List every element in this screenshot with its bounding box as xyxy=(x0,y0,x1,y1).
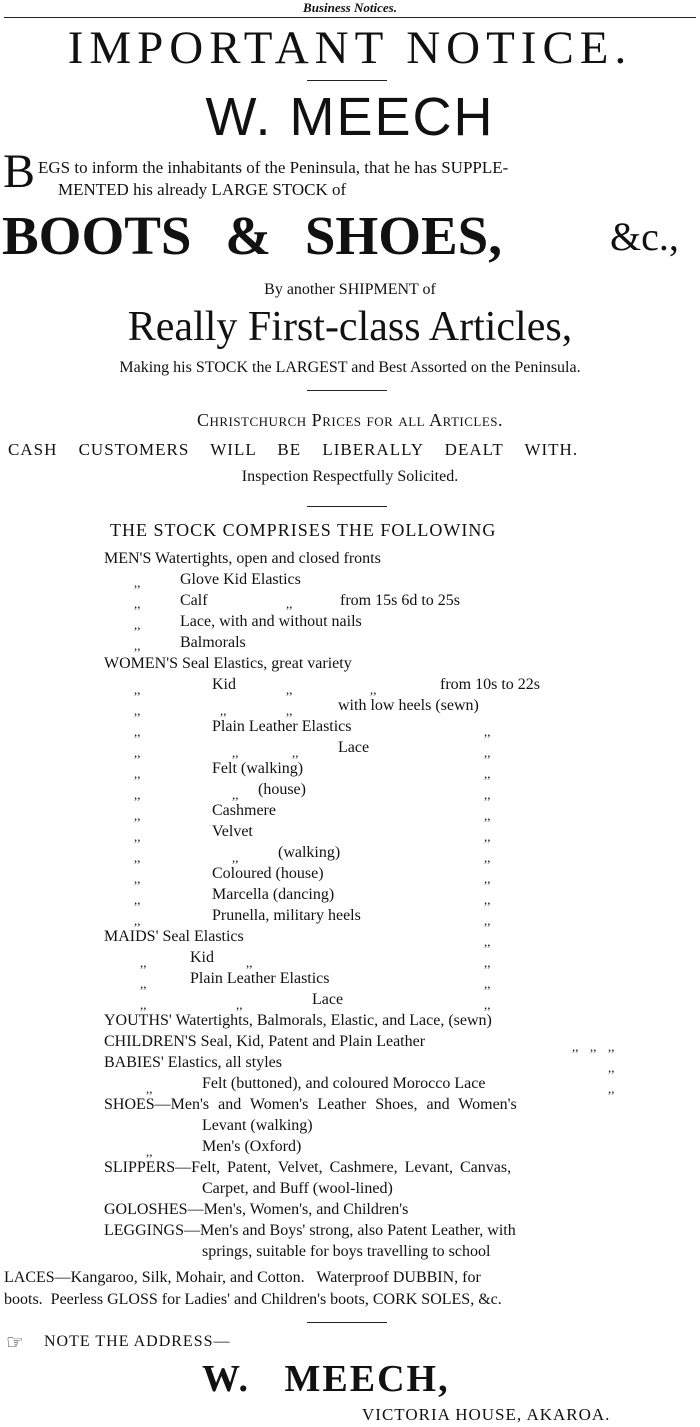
ditto-mark: ,, xyxy=(220,703,227,718)
boots-shoes-title: BOOTS & SHOES, xyxy=(2,205,503,266)
ditto-mark: ,, xyxy=(134,617,141,632)
stock-line: Carpet, and Buff (wool-lined) xyxy=(202,1180,393,1197)
stock-heading: THE STOCK COMPRISES THE FOLLOWING xyxy=(110,520,497,540)
stock-line: YOUTHS' Watertights, Balmorals, Elastic, and Lace, (sewn) xyxy=(104,1012,492,1029)
ditto-mark: ,, xyxy=(484,976,491,991)
stock-line: BABIES' Elastics, all styles xyxy=(104,1054,282,1071)
ditto-mark: ,, xyxy=(370,682,377,697)
note-address: NOTE THE ADDRESS— xyxy=(44,1333,231,1350)
ditto-mark: ,, xyxy=(608,1060,615,1075)
stock-line: Cashmere xyxy=(212,802,276,819)
ditto-mark: ,, xyxy=(134,871,141,886)
ditto-mark: ,, xyxy=(232,850,239,865)
stock-line: CHILDREN'S Seal, Kid, Patent and Plain Leather xyxy=(104,1033,426,1050)
pointing-hand-icon: ☞ xyxy=(6,1330,24,1354)
stock-line: Lace xyxy=(312,991,344,1008)
merchant-name: W. MEECH xyxy=(205,87,495,147)
ditto-mark: ,, xyxy=(484,871,491,886)
stock-line: Kid xyxy=(190,949,214,966)
ditto-mark: ,, xyxy=(232,787,239,802)
footer-merchant-name: W. MEECH, xyxy=(202,1358,450,1400)
rule-2 xyxy=(307,390,387,391)
stock-line: Levant (walking) xyxy=(202,1117,313,1134)
stock-line: MEN'S Watertights, open and closed fronts xyxy=(104,550,381,567)
ditto-mark: ,, xyxy=(484,787,491,802)
ditto-mark: ,, xyxy=(286,596,293,611)
ditto-mark: ,, xyxy=(484,766,491,781)
ditto-mark: ,, xyxy=(134,808,141,823)
ditto-mark: ,, xyxy=(146,1081,153,1096)
intro-line-1: EGS to inform the inhabitants of the Peninsula, that he has SUPPLE- xyxy=(38,158,509,177)
ditto-mark: ,, xyxy=(140,955,147,970)
intro-line-2: MENTED his already LARGE STOCK of xyxy=(58,180,347,199)
shipment-line: By another SHIPMENT of xyxy=(264,281,436,298)
ditto-mark: ,, xyxy=(140,976,147,991)
stock-line: Glove Kid Elastics xyxy=(180,571,301,588)
ditto-mark: ,, xyxy=(484,997,491,1012)
footer-address: VICTORIA HOUSE, AKAROA. xyxy=(362,1405,611,1424)
headline: IMPORTANT NOTICE. xyxy=(67,22,633,74)
ditto-mark: ,, xyxy=(608,1039,615,1054)
ditto-mark: ,, xyxy=(134,682,141,697)
laces-line-2: boots. Peerless GLOSS for Ladies' and Children's boots, CORK SOLES, &c. xyxy=(4,1291,502,1308)
stock-line: springs, suitable for boys travelling to school xyxy=(202,1243,491,1260)
stock-line: Prunella, military heels xyxy=(212,907,361,924)
stock-line: Balmorals xyxy=(180,634,246,651)
stock-line: from 10s to 22s xyxy=(440,676,540,693)
stock-line: Velvet xyxy=(212,823,253,840)
ditto-mark: ,, xyxy=(484,913,491,928)
ditto-mark: ,, xyxy=(134,913,141,928)
stock-line: Men's (Oxford) xyxy=(202,1138,302,1155)
etc-mark: &c., xyxy=(610,214,679,259)
ditto-mark: ,, xyxy=(484,892,491,907)
ditto-mark: ,, xyxy=(286,682,293,697)
ditto-mark: ,, xyxy=(236,997,243,1012)
stock-line: LEGGINGS—Men's and Boys' strong, also Patent Leather, with xyxy=(104,1222,516,1239)
ditto-mark: ,, xyxy=(590,1039,597,1054)
cash-line: CASH CUSTOMERS WILL BE LIBERALLY DEALT WITH. xyxy=(8,440,579,459)
stock-line: Calf xyxy=(180,592,208,609)
ditto-mark: ,, xyxy=(484,829,491,844)
ditto-mark: ,, xyxy=(134,703,141,718)
intro-drop-cap: B xyxy=(3,145,36,198)
stock-line: SLIPPERS—Felt, Patent, Velvet, Cashmere, Levant, Canvas, xyxy=(104,1159,512,1176)
ditto-mark: ,, xyxy=(484,850,491,865)
making-line: Making his STOCK the LARGEST and Best Assorted on the Peninsula. xyxy=(119,359,581,376)
stock-line: MAIDS' Seal Elastics xyxy=(104,928,244,945)
ditto-mark: ,, xyxy=(134,892,141,907)
stock-line: Felt (walking) xyxy=(212,760,304,777)
stock-line: GOLOSHES—Men's, Women's, and Children's xyxy=(104,1201,409,1218)
first-class-line: Really First-class Articles, xyxy=(127,304,573,350)
ditto-mark: ,, xyxy=(134,766,141,781)
stock-line: from 15s 6d to 25s xyxy=(340,592,460,609)
ditto-mark: ,, xyxy=(608,1081,615,1096)
stock-line: SHOES—Men's and Women's Leather Shoes, and Women's xyxy=(104,1096,517,1113)
ditto-mark: ,, xyxy=(134,596,141,611)
ditto-mark: ,, xyxy=(134,829,141,844)
ditto-mark: ,, xyxy=(140,997,147,1012)
laces-line-1: LACES—Kangaroo, Silk, Mohair, and Cotton. Waterproof DUBBIN, for xyxy=(4,1269,481,1286)
ditto-mark: ,, xyxy=(134,638,141,653)
ditto-mark: ,, xyxy=(134,850,141,865)
ditto-mark: ,, xyxy=(246,955,253,970)
stock-line: Lace, with and without nails xyxy=(180,613,362,630)
ditto-mark: ,, xyxy=(134,724,141,739)
ditto-mark: ,, xyxy=(134,745,141,760)
ditto-mark: ,, xyxy=(134,787,141,802)
stock-line: with low heels (sewn) xyxy=(338,697,479,714)
ditto-mark: ,, xyxy=(484,724,491,739)
ditto-mark: ,, xyxy=(572,1039,579,1054)
stock-line: Marcella (dancing) xyxy=(212,886,335,903)
inspection-line: Inspection Respectfully Solicited. xyxy=(241,468,459,485)
ditto-mark: ,, xyxy=(484,808,491,823)
ditto-mark: ,, xyxy=(292,745,299,760)
ditto-mark: ,, xyxy=(232,745,239,760)
ditto-mark: ,, xyxy=(286,703,293,718)
rule-4 xyxy=(307,1322,387,1323)
ditto-mark: ,, xyxy=(484,745,491,760)
ditto-mark: ,, xyxy=(484,955,491,970)
stock-line: (house) xyxy=(258,781,306,798)
stock-line: Plain Leather Elastics xyxy=(190,970,330,987)
stock-line: Kid xyxy=(212,676,236,693)
stock-line: Felt (buttoned), and coloured Morocco Lace xyxy=(202,1075,486,1092)
rule-1 xyxy=(307,80,387,81)
ditto-mark: ,, xyxy=(484,934,491,949)
header-rule xyxy=(4,17,696,18)
rule-3 xyxy=(307,506,387,507)
stock-line: (walking) xyxy=(278,844,341,861)
stock-line: Lace xyxy=(338,739,370,756)
stock-line: WOMEN'S Seal Elastics, great variety xyxy=(104,655,352,672)
ditto-mark: ,, xyxy=(146,1144,153,1159)
stock-line: Coloured (house) xyxy=(212,865,324,882)
prices-line: Christchurch Prices for all Articles. xyxy=(196,410,504,430)
ditto-mark: ,, xyxy=(134,575,141,590)
stock-line: Plain Leather Elastics xyxy=(212,718,352,735)
section-header: Business Notices. xyxy=(303,0,397,15)
